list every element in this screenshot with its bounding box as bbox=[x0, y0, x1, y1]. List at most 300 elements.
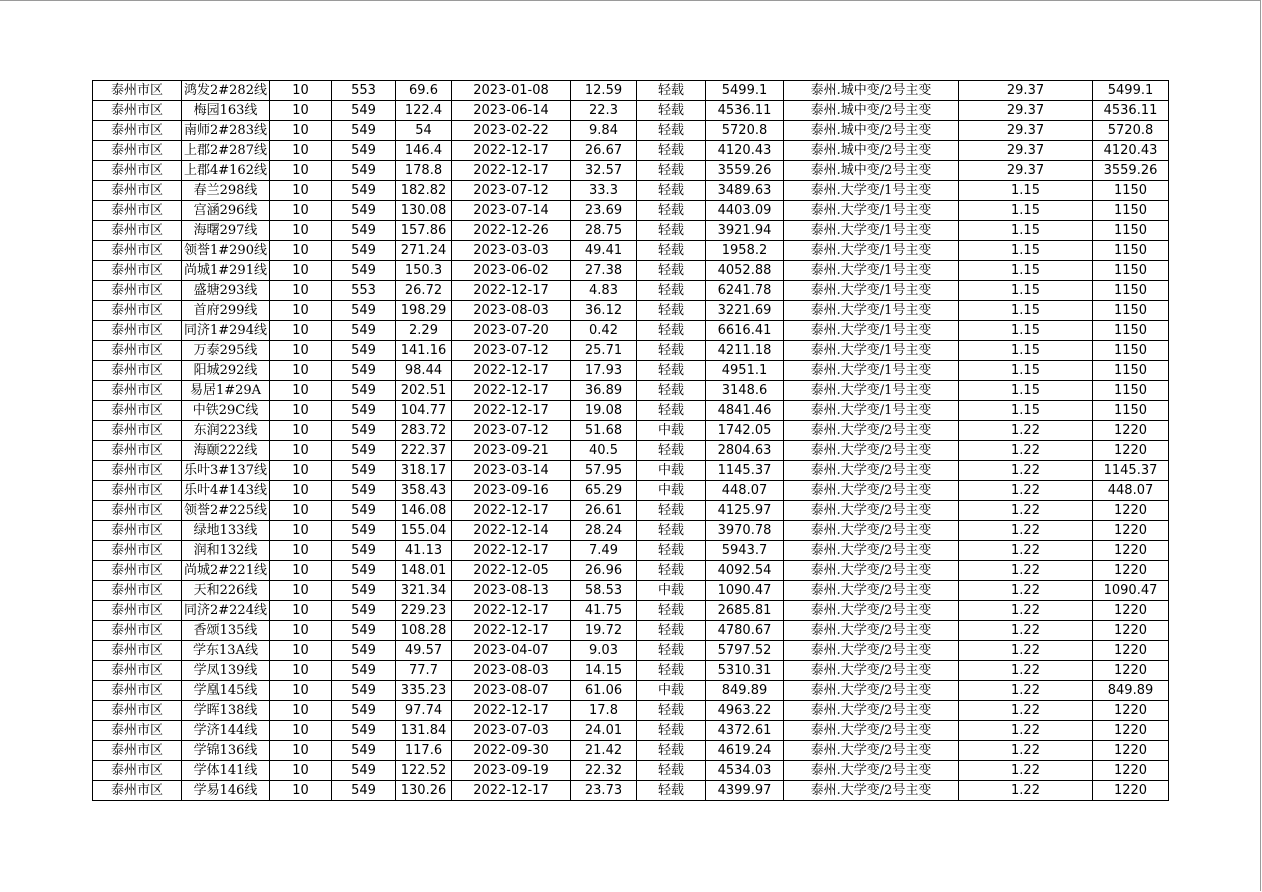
capacity-cell: 549 bbox=[332, 541, 396, 561]
transformer-cell: 泰州.大学变/1号主变 bbox=[784, 201, 959, 221]
voltage-cell: 10 bbox=[270, 601, 332, 621]
voltage-cell: 10 bbox=[270, 301, 332, 321]
load-cell: 54 bbox=[396, 121, 452, 141]
voltage-cell: 10 bbox=[270, 401, 332, 421]
transformer-cell: 泰州.大学变/1号主变 bbox=[784, 361, 959, 381]
load-status-cell: 轻载 bbox=[637, 361, 706, 381]
load-status-cell: 轻载 bbox=[637, 261, 706, 281]
voltage-cell: 10 bbox=[270, 641, 332, 661]
capacity-cell: 549 bbox=[332, 101, 396, 121]
load-cell: 283.72 bbox=[396, 421, 452, 441]
transformer-cell: 泰州.大学变/2号主变 bbox=[784, 541, 959, 561]
region-cell: 泰州市区 bbox=[93, 141, 182, 161]
rate-cell: 23.73 bbox=[571, 781, 637, 801]
table-row bbox=[93, 561, 1169, 581]
transformer-cell: 泰州.大学变/1号主变 bbox=[784, 301, 959, 321]
available-cell: 3489.63 bbox=[706, 181, 784, 201]
date-cell: 2023-01-08 bbox=[452, 81, 571, 101]
limit-cell: 1150 bbox=[1093, 381, 1169, 401]
limit-cell: 1220 bbox=[1093, 601, 1169, 621]
limit-cell: 1150 bbox=[1093, 401, 1169, 421]
ratio-cell: 29.37 bbox=[959, 101, 1093, 121]
capacity-cell: 549 bbox=[332, 361, 396, 381]
limit-cell: 1220 bbox=[1093, 661, 1169, 681]
voltage-cell: 10 bbox=[270, 381, 332, 401]
load-status-cell: 轻载 bbox=[637, 241, 706, 261]
region-cell: 泰州市区 bbox=[93, 421, 182, 441]
limit-cell: 1220 bbox=[1093, 441, 1169, 461]
load-cell: 335.23 bbox=[396, 681, 452, 701]
load-cell: 271.24 bbox=[396, 241, 452, 261]
load-cell: 117.6 bbox=[396, 741, 452, 761]
rate-cell: 28.75 bbox=[571, 221, 637, 241]
rate-cell: 57.95 bbox=[571, 461, 637, 481]
date-cell: 2023-04-07 bbox=[452, 641, 571, 661]
limit-cell: 1220 bbox=[1093, 541, 1169, 561]
capacity-cell: 549 bbox=[332, 481, 396, 501]
ratio-cell: 29.37 bbox=[959, 81, 1093, 101]
rate-cell: 21.42 bbox=[571, 741, 637, 761]
voltage-cell: 10 bbox=[270, 621, 332, 641]
load-cell: 108.28 bbox=[396, 621, 452, 641]
rate-cell: 65.29 bbox=[571, 481, 637, 501]
load-cell: 104.77 bbox=[396, 401, 452, 421]
region-cell: 泰州市区 bbox=[93, 641, 182, 661]
transformer-cell: 泰州.大学变/2号主变 bbox=[784, 621, 959, 641]
load-status-cell: 轻载 bbox=[637, 221, 706, 241]
ratio-cell: 1.22 bbox=[959, 581, 1093, 601]
transformer-cell: 泰州.大学变/2号主变 bbox=[784, 781, 959, 801]
capacity-cell: 549 bbox=[332, 601, 396, 621]
ratio-cell: 1.15 bbox=[959, 361, 1093, 381]
ratio-cell: 1.15 bbox=[959, 221, 1093, 241]
ratio-cell: 1.15 bbox=[959, 381, 1093, 401]
region-cell: 泰州市区 bbox=[93, 401, 182, 421]
date-cell: 2022-12-17 bbox=[452, 601, 571, 621]
line-name-cell: 香颂135线 bbox=[182, 621, 270, 641]
voltage-cell: 10 bbox=[270, 661, 332, 681]
available-cell: 1090.47 bbox=[706, 581, 784, 601]
ratio-cell: 1.22 bbox=[959, 721, 1093, 741]
load-cell: 97.74 bbox=[396, 701, 452, 721]
voltage-cell: 10 bbox=[270, 701, 332, 721]
rate-cell: 27.38 bbox=[571, 261, 637, 281]
load-cell: 130.08 bbox=[396, 201, 452, 221]
limit-cell: 4120.43 bbox=[1093, 141, 1169, 161]
voltage-cell: 10 bbox=[270, 101, 332, 121]
available-cell: 4841.46 bbox=[706, 401, 784, 421]
rate-cell: 49.41 bbox=[571, 241, 637, 261]
table-row bbox=[93, 481, 1169, 501]
transformer-cell: 泰州.大学变/1号主变 bbox=[784, 401, 959, 421]
voltage-cell: 10 bbox=[270, 141, 332, 161]
line-name-cell: 学锦136线 bbox=[182, 741, 270, 761]
transformer-cell: 泰州.城中变/2号主变 bbox=[784, 141, 959, 161]
voltage-cell: 10 bbox=[270, 201, 332, 221]
date-cell: 2022-12-17 bbox=[452, 621, 571, 641]
rate-cell: 17.8 bbox=[571, 701, 637, 721]
limit-cell: 1150 bbox=[1093, 361, 1169, 381]
voltage-cell: 10 bbox=[270, 421, 332, 441]
limit-cell: 1220 bbox=[1093, 561, 1169, 581]
available-cell: 4052.88 bbox=[706, 261, 784, 281]
available-cell: 5310.31 bbox=[706, 661, 784, 681]
load-cell: 157.86 bbox=[396, 221, 452, 241]
capacity-cell: 549 bbox=[332, 421, 396, 441]
voltage-cell: 10 bbox=[270, 481, 332, 501]
voltage-cell: 10 bbox=[270, 361, 332, 381]
limit-cell: 1150 bbox=[1093, 341, 1169, 361]
load-cell: 122.4 bbox=[396, 101, 452, 121]
voltage-cell: 10 bbox=[270, 721, 332, 741]
table-row bbox=[93, 721, 1169, 741]
transformer-cell: 泰州.大学变/1号主变 bbox=[784, 381, 959, 401]
rate-cell: 14.15 bbox=[571, 661, 637, 681]
voltage-cell: 10 bbox=[270, 521, 332, 541]
table-row bbox=[93, 781, 1169, 801]
voltage-cell: 10 bbox=[270, 681, 332, 701]
table-row bbox=[93, 101, 1169, 121]
capacity-cell: 549 bbox=[332, 661, 396, 681]
rate-cell: 9.84 bbox=[571, 121, 637, 141]
line-name-cell: 春兰298线 bbox=[182, 181, 270, 201]
ratio-cell: 1.15 bbox=[959, 181, 1093, 201]
ratio-cell: 1.15 bbox=[959, 301, 1093, 321]
limit-cell: 1220 bbox=[1093, 741, 1169, 761]
load-cell: 26.72 bbox=[396, 281, 452, 301]
line-name-cell: 首府299线 bbox=[182, 301, 270, 321]
line-name-cell: 海颐222线 bbox=[182, 441, 270, 461]
limit-cell: 1220 bbox=[1093, 641, 1169, 661]
table-row bbox=[93, 301, 1169, 321]
limit-cell: 448.07 bbox=[1093, 481, 1169, 501]
limit-cell: 1220 bbox=[1093, 761, 1169, 781]
capacity-cell: 549 bbox=[332, 181, 396, 201]
ratio-cell: 1.22 bbox=[959, 421, 1093, 441]
transformer-cell: 泰州.大学变/2号主变 bbox=[784, 641, 959, 661]
table-row bbox=[93, 661, 1169, 681]
region-cell: 泰州市区 bbox=[93, 701, 182, 721]
load-status-cell: 轻载 bbox=[637, 561, 706, 581]
region-cell: 泰州市区 bbox=[93, 681, 182, 701]
table-row bbox=[93, 581, 1169, 601]
line-name-cell: 领誉1#290线 bbox=[182, 241, 270, 261]
load-cell: 141.16 bbox=[396, 341, 452, 361]
limit-cell: 1150 bbox=[1093, 181, 1169, 201]
load-status-cell: 轻载 bbox=[637, 161, 706, 181]
table-row bbox=[93, 341, 1169, 361]
voltage-cell: 10 bbox=[270, 321, 332, 341]
table-row bbox=[93, 381, 1169, 401]
load-cell: 178.8 bbox=[396, 161, 452, 181]
line-name-cell: 学晖138线 bbox=[182, 701, 270, 721]
date-cell: 2022-12-17 bbox=[452, 401, 571, 421]
rate-cell: 58.53 bbox=[571, 581, 637, 601]
load-status-cell: 轻载 bbox=[637, 761, 706, 781]
available-cell: 3921.94 bbox=[706, 221, 784, 241]
table-row bbox=[93, 281, 1169, 301]
table-row bbox=[93, 441, 1169, 461]
available-cell: 4534.03 bbox=[706, 761, 784, 781]
load-status-cell: 轻载 bbox=[637, 621, 706, 641]
voltage-cell: 10 bbox=[270, 741, 332, 761]
limit-cell: 849.89 bbox=[1093, 681, 1169, 701]
capacity-cell: 549 bbox=[332, 761, 396, 781]
load-status-cell: 轻载 bbox=[637, 401, 706, 421]
limit-cell: 1220 bbox=[1093, 621, 1169, 641]
available-cell: 3970.78 bbox=[706, 521, 784, 541]
line-name-cell: 尚城2#221线 bbox=[182, 561, 270, 581]
transformer-cell: 泰州.大学变/2号主变 bbox=[784, 441, 959, 461]
available-cell: 5797.52 bbox=[706, 641, 784, 661]
available-cell: 6241.78 bbox=[706, 281, 784, 301]
transformer-cell: 泰州.大学变/1号主变 bbox=[784, 281, 959, 301]
region-cell: 泰州市区 bbox=[93, 321, 182, 341]
rate-cell: 36.12 bbox=[571, 301, 637, 321]
table-row bbox=[93, 681, 1169, 701]
rate-cell: 7.49 bbox=[571, 541, 637, 561]
region-cell: 泰州市区 bbox=[93, 621, 182, 641]
transformer-cell: 泰州.大学变/2号主变 bbox=[784, 721, 959, 741]
region-cell: 泰州市区 bbox=[93, 81, 182, 101]
transformer-cell: 泰州.城中变/2号主变 bbox=[784, 121, 959, 141]
transformer-cell: 泰州.大学变/2号主变 bbox=[784, 461, 959, 481]
available-cell: 4780.67 bbox=[706, 621, 784, 641]
load-status-cell: 轻载 bbox=[637, 741, 706, 761]
voltage-cell: 10 bbox=[270, 121, 332, 141]
region-cell: 泰州市区 bbox=[93, 781, 182, 801]
load-cell: 49.57 bbox=[396, 641, 452, 661]
limit-cell: 1220 bbox=[1093, 781, 1169, 801]
limit-cell: 1220 bbox=[1093, 501, 1169, 521]
load-cell: 318.17 bbox=[396, 461, 452, 481]
load-cell: 358.43 bbox=[396, 481, 452, 501]
line-name-cell: 学凰145线 bbox=[182, 681, 270, 701]
line-name-cell: 海曙297线 bbox=[182, 221, 270, 241]
capacity-cell: 553 bbox=[332, 281, 396, 301]
capacity-cell: 549 bbox=[332, 381, 396, 401]
available-cell: 4372.61 bbox=[706, 721, 784, 741]
limit-cell: 1150 bbox=[1093, 321, 1169, 341]
region-cell: 泰州市区 bbox=[93, 181, 182, 201]
capacity-cell: 549 bbox=[332, 561, 396, 581]
region-cell: 泰州市区 bbox=[93, 381, 182, 401]
voltage-cell: 10 bbox=[270, 161, 332, 181]
table-row bbox=[93, 741, 1169, 761]
load-status-cell: 中载 bbox=[637, 681, 706, 701]
voltage-cell: 10 bbox=[270, 241, 332, 261]
table-row bbox=[93, 421, 1169, 441]
ratio-cell: 1.22 bbox=[959, 521, 1093, 541]
available-cell: 4120.43 bbox=[706, 141, 784, 161]
transformer-cell: 泰州.大学变/1号主变 bbox=[784, 241, 959, 261]
load-cell: 77.7 bbox=[396, 661, 452, 681]
limit-cell: 1220 bbox=[1093, 521, 1169, 541]
available-cell: 5499.1 bbox=[706, 81, 784, 101]
limit-cell: 1220 bbox=[1093, 721, 1169, 741]
limit-cell: 1150 bbox=[1093, 281, 1169, 301]
region-cell: 泰州市区 bbox=[93, 461, 182, 481]
date-cell: 2022-12-17 bbox=[452, 381, 571, 401]
load-status-cell: 轻载 bbox=[637, 301, 706, 321]
ratio-cell: 1.22 bbox=[959, 461, 1093, 481]
ratio-cell: 29.37 bbox=[959, 161, 1093, 181]
date-cell: 2022-12-17 bbox=[452, 541, 571, 561]
capacity-cell: 549 bbox=[332, 341, 396, 361]
date-cell: 2022-12-17 bbox=[452, 701, 571, 721]
line-name-cell: 润和132线 bbox=[182, 541, 270, 561]
capacity-cell: 549 bbox=[332, 721, 396, 741]
load-cell: 146.4 bbox=[396, 141, 452, 161]
table-row bbox=[93, 761, 1169, 781]
table-row bbox=[93, 221, 1169, 241]
rate-cell: 51.68 bbox=[571, 421, 637, 441]
table-row bbox=[93, 261, 1169, 281]
limit-cell: 5499.1 bbox=[1093, 81, 1169, 101]
transformer-cell: 泰州.大学变/1号主变 bbox=[784, 341, 959, 361]
date-cell: 2022-12-17 bbox=[452, 281, 571, 301]
rate-cell: 26.61 bbox=[571, 501, 637, 521]
table-row bbox=[93, 181, 1169, 201]
rate-cell: 24.01 bbox=[571, 721, 637, 741]
capacity-cell: 549 bbox=[332, 401, 396, 421]
ratio-cell: 1.22 bbox=[959, 441, 1093, 461]
voltage-cell: 10 bbox=[270, 341, 332, 361]
voltage-cell: 10 bbox=[270, 581, 332, 601]
load-status-cell: 轻载 bbox=[637, 321, 706, 341]
region-cell: 泰州市区 bbox=[93, 721, 182, 741]
available-cell: 4125.97 bbox=[706, 501, 784, 521]
date-cell: 2022-12-17 bbox=[452, 361, 571, 381]
ratio-cell: 29.37 bbox=[959, 141, 1093, 161]
table-row bbox=[93, 161, 1169, 181]
load-cell: 150.3 bbox=[396, 261, 452, 281]
load-cell: 146.08 bbox=[396, 501, 452, 521]
transformer-cell: 泰州.大学变/2号主变 bbox=[784, 481, 959, 501]
date-cell: 2022-12-05 bbox=[452, 561, 571, 581]
line-name-cell: 同济2#224线 bbox=[182, 601, 270, 621]
limit-cell: 5720.8 bbox=[1093, 121, 1169, 141]
transformer-cell: 泰州.大学变/2号主变 bbox=[784, 581, 959, 601]
capacity-cell: 549 bbox=[332, 141, 396, 161]
line-name-cell: 学凤139线 bbox=[182, 661, 270, 681]
voltage-cell: 10 bbox=[270, 181, 332, 201]
region-cell: 泰州市区 bbox=[93, 101, 182, 121]
load-cell: 98.44 bbox=[396, 361, 452, 381]
ratio-cell: 1.15 bbox=[959, 241, 1093, 261]
transformer-cell: 泰州.大学变/2号主变 bbox=[784, 501, 959, 521]
ratio-cell: 1.15 bbox=[959, 201, 1093, 221]
rate-cell: 26.67 bbox=[571, 141, 637, 161]
region-cell: 泰州市区 bbox=[93, 441, 182, 461]
region-cell: 泰州市区 bbox=[93, 281, 182, 301]
voltage-cell: 10 bbox=[270, 501, 332, 521]
region-cell: 泰州市区 bbox=[93, 601, 182, 621]
date-cell: 2022-12-17 bbox=[452, 161, 571, 181]
region-cell: 泰州市区 bbox=[93, 241, 182, 261]
region-cell: 泰州市区 bbox=[93, 481, 182, 501]
date-cell: 2023-09-19 bbox=[452, 761, 571, 781]
region-cell: 泰州市区 bbox=[93, 221, 182, 241]
table-row bbox=[93, 121, 1169, 141]
table-row bbox=[93, 201, 1169, 221]
table-row bbox=[93, 141, 1169, 161]
load-cell: 2.29 bbox=[396, 321, 452, 341]
table-row bbox=[93, 621, 1169, 641]
date-cell: 2023-07-12 bbox=[452, 341, 571, 361]
capacity-cell: 549 bbox=[332, 501, 396, 521]
region-cell: 泰州市区 bbox=[93, 761, 182, 781]
rate-cell: 9.03 bbox=[571, 641, 637, 661]
available-cell: 4092.54 bbox=[706, 561, 784, 581]
limit-cell: 4536.11 bbox=[1093, 101, 1169, 121]
available-cell: 2685.81 bbox=[706, 601, 784, 621]
capacity-cell: 549 bbox=[332, 201, 396, 221]
available-cell: 6616.41 bbox=[706, 321, 784, 341]
table-row bbox=[93, 321, 1169, 341]
line-name-cell: 绿地133线 bbox=[182, 521, 270, 541]
line-name-cell: 东润223线 bbox=[182, 421, 270, 441]
voltage-cell: 10 bbox=[270, 281, 332, 301]
date-cell: 2023-07-20 bbox=[452, 321, 571, 341]
ratio-cell: 1.22 bbox=[959, 561, 1093, 581]
capacity-cell: 549 bbox=[332, 261, 396, 281]
load-status-cell: 轻载 bbox=[637, 181, 706, 201]
rate-cell: 36.89 bbox=[571, 381, 637, 401]
table-row bbox=[93, 501, 1169, 521]
load-status-cell: 中载 bbox=[637, 421, 706, 441]
load-cell: 202.51 bbox=[396, 381, 452, 401]
date-cell: 2023-03-14 bbox=[452, 461, 571, 481]
region-cell: 泰州市区 bbox=[93, 661, 182, 681]
date-cell: 2022-12-26 bbox=[452, 221, 571, 241]
capacity-cell: 549 bbox=[332, 121, 396, 141]
capacity-cell: 549 bbox=[332, 641, 396, 661]
ratio-cell: 1.15 bbox=[959, 281, 1093, 301]
capacity-cell: 549 bbox=[332, 241, 396, 261]
table-row bbox=[93, 81, 1169, 101]
transformer-cell: 泰州.大学变/1号主变 bbox=[784, 321, 959, 341]
line-name-cell: 中铁29C线 bbox=[182, 401, 270, 421]
load-cell: 222.37 bbox=[396, 441, 452, 461]
transformer-cell: 泰州.大学变/2号主变 bbox=[784, 681, 959, 701]
transformer-cell: 泰州.大学变/2号主变 bbox=[784, 421, 959, 441]
load-cell: 41.13 bbox=[396, 541, 452, 561]
capacity-cell: 549 bbox=[332, 741, 396, 761]
available-cell: 4399.97 bbox=[706, 781, 784, 801]
date-cell: 2023-06-02 bbox=[452, 261, 571, 281]
rate-cell: 19.08 bbox=[571, 401, 637, 421]
capacity-cell: 549 bbox=[332, 461, 396, 481]
rate-cell: 25.71 bbox=[571, 341, 637, 361]
load-status-cell: 轻载 bbox=[637, 281, 706, 301]
line-name-cell: 鸿发2#282线 bbox=[182, 81, 270, 101]
date-cell: 2023-09-16 bbox=[452, 481, 571, 501]
limit-cell: 1150 bbox=[1093, 301, 1169, 321]
capacity-cell: 549 bbox=[332, 621, 396, 641]
capacity-cell: 549 bbox=[332, 781, 396, 801]
region-cell: 泰州市区 bbox=[93, 501, 182, 521]
ratio-cell: 1.22 bbox=[959, 681, 1093, 701]
ratio-cell: 1.22 bbox=[959, 701, 1093, 721]
load-status-cell: 轻载 bbox=[637, 201, 706, 221]
limit-cell: 1150 bbox=[1093, 221, 1169, 241]
ratio-cell: 1.22 bbox=[959, 781, 1093, 801]
rate-cell: 26.96 bbox=[571, 561, 637, 581]
line-name-cell: 梅园163线 bbox=[182, 101, 270, 121]
region-cell: 泰州市区 bbox=[93, 201, 182, 221]
date-cell: 2023-08-07 bbox=[452, 681, 571, 701]
